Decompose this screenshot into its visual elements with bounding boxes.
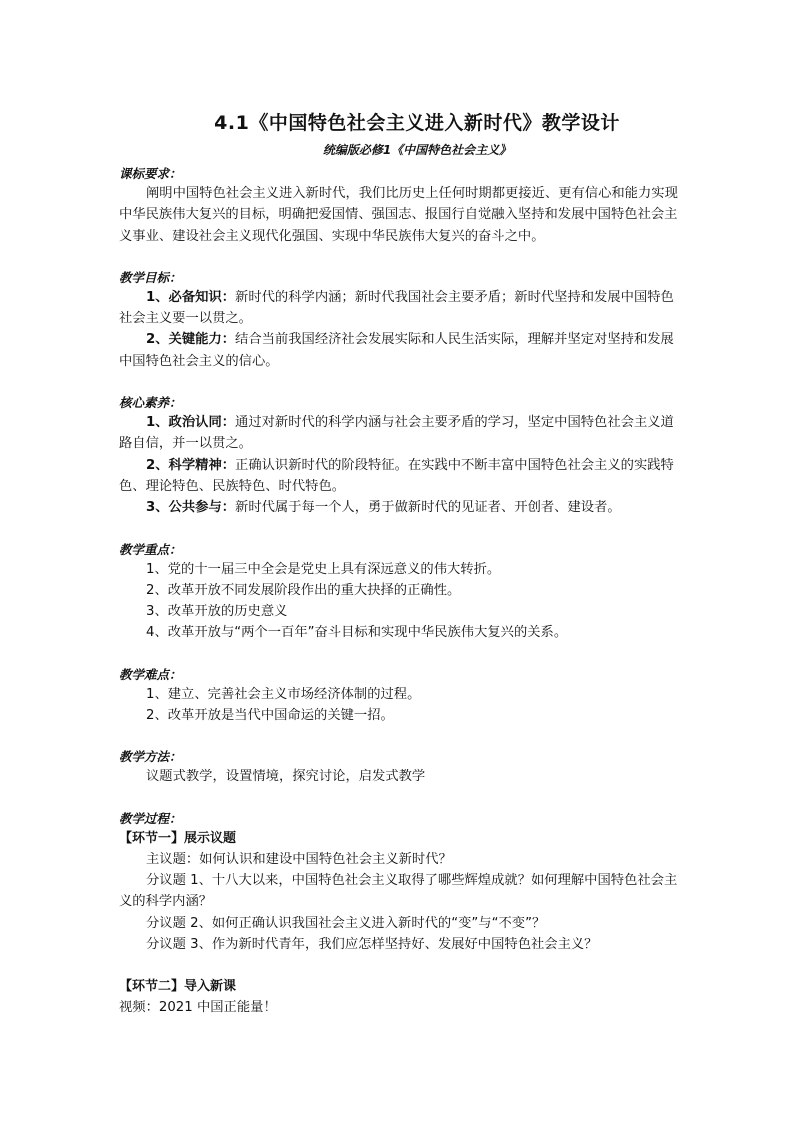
mubiao-item-lead: 1、必备知识：: [146, 289, 236, 305]
kebiao-text: 阐明中国特色社会主义进入新时代，我们比历史上任何时期都更接近、更有信心和能力实现中华民族伟大复兴的目标，明确把爱国情、强国志、报国行自觉融入坚持和发展中国特色社会主义事业、建设社会主义现代化强国、实现中华民族伟大复兴的奋斗之中。: [119, 186, 678, 244]
suyang-item-text: 正确认识新时代的阶段特征。在实践中不断丰富中国特色社会主义的实践特色、理论特色、民族特色、时代特色。: [119, 457, 674, 494]
section-heading-nandian: 教学难点：: [119, 666, 182, 682]
suyang-item: [119, 455, 679, 498]
mubiao-item-text: 结合当前我国经济社会发展实际和人民生活实际，理解并坚定对坚持和发展中国特色社会主义的信心。: [119, 332, 674, 369]
section-heading-kebiao: 课标要求：: [119, 166, 182, 181]
section-heading-suyang: 核心素养：: [119, 395, 182, 411]
step1-item: 分议题 3、作为新时代青年，我们应怎样坚持好、发展好中国特色社会主义？: [146, 936, 598, 952]
zhongdian-item: 2、改革开放不同发展阶段作出的重大抉择的正确性。: [146, 582, 461, 598]
zhongdian-item: 4、改革开放与“两个一百年”奋斗目标和实现中华民族伟大复兴的关系。: [146, 625, 568, 641]
mubiao-item: [119, 287, 679, 330]
zhongdian-item: 3、改革开放的历史意义: [146, 604, 288, 620]
nandian-item: 2、改革开放是当代中国命运的关键一招。: [146, 708, 394, 724]
fangfa-text: 议题式教学，设置情境，探究讨论，启发式教学: [146, 769, 426, 785]
document-subtitle: 统编版必修1《中国特色社会主义》: [322, 143, 512, 157]
mubiao-item-lead: 2、关键能力：: [146, 332, 236, 348]
zhongdian-item: 1、党的十一届三中全会是党史上具有深远意义的伟大转折。: [146, 561, 501, 577]
step2-text: 视频：2021 中国正能量！: [119, 1000, 277, 1016]
step1-heading: 【环节一】展示议题: [119, 830, 237, 846]
section-heading-guocheng: 教学过程：: [119, 810, 182, 826]
suyang-item: [119, 412, 679, 455]
mubiao-item: [119, 329, 679, 372]
suyang-item-lead: 3、公共参与：: [146, 500, 236, 516]
suyang-item-lead: 1、政治认同：: [146, 415, 236, 431]
document-title: 4.1《中国特色社会主义进入新时代》教学设计: [214, 112, 620, 134]
mubiao-item-text: 新时代的科学内涵；新时代我国社会主要矛盾；新时代坚持和发展中国特色社会主义要一以贯之。: [119, 289, 674, 327]
suyang-item-lead: 2、科学精神：: [146, 457, 236, 473]
suyang-item-text: 通过对新时代的科学内涵与社会主要矛盾的学习，坚定中国特色社会主义道路自信，并一以贯之。: [119, 415, 674, 452]
nandian-item: 1、建立、完善社会主义市场经济体制的过程。: [146, 686, 421, 702]
step1-item: 主议题：如何认识和建设中国特色社会主义新时代？: [146, 851, 452, 867]
document-body: [119, 108, 679, 1018]
step2-heading: 【环节二】导入新课: [119, 979, 237, 995]
suyang-item-text: 新时代属于每一个人，勇于做新时代的见证者、开创者、建设者。: [235, 500, 621, 516]
section-heading-mubiao: 教学目标：: [119, 269, 182, 285]
step1-item: 分议题 1、十八大以来，中国特色社会主义取得了哪些辉煌成就？如何理解中国特色社会主义的科学内涵？: [119, 872, 678, 910]
section-heading-zhongdian: 教学重点：: [119, 541, 182, 557]
suyang-item: [119, 497, 679, 518]
section-heading-fangfa: 教学方法：: [119, 749, 182, 765]
step1-item: 分议题 2、如何正确认识我国社会主义进入新时代的“变”与“不变”？: [146, 915, 546, 931]
